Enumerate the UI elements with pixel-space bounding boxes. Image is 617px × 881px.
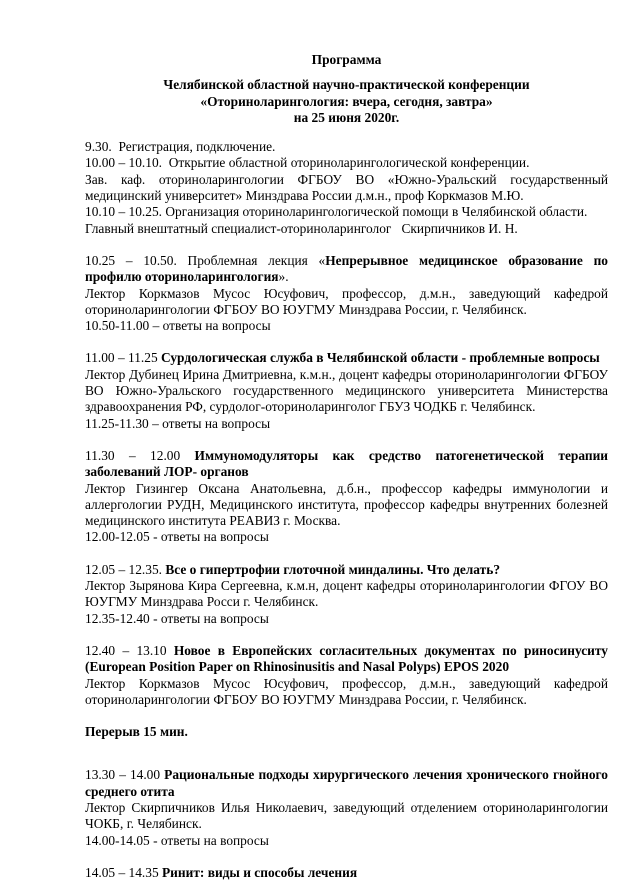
- topic-line-emphasis: Все о гипертрофии глоточной миндалины. Что делать?: [165, 561, 501, 577]
- topic-line: [85, 350, 608, 366]
- topic-line: [85, 767, 612, 800]
- registration-line-text: 9.30. Регистрация, подключение.: [85, 139, 276, 155]
- opening-line-text: 10.00 – 10.10. Открытие областной оториноларингологической конференции.: [85, 155, 530, 171]
- topic-line-text: 13.30 – 14.00: [85, 767, 165, 783]
- qa-line-text: 11.25-11.30 – ответы на вопросы: [85, 415, 271, 431]
- lecture-adenoid-hypertrophy: [85, 561, 612, 627]
- lecturer-line-text: Лектор Дубинец Ирина Дмитриевна, к.м.н., доцент кафедры оториноларингологии ФГБОУ ВО Южно-Уральского государственного медицинского университета Министерства здравоохранения РФ, сурдолог-оториноларинголог ГБУЗ ЧОДКБ г. Челябинск.: [85, 366, 612, 415]
- qa-line: [85, 833, 608, 849]
- program-schedule: [85, 139, 612, 881]
- topic-line-text: 11.00 – 11.25: [85, 350, 162, 366]
- org-report-line-text: 10.10 – 10.25. Организация оториноларингологической помощи в Челябинской области.: [85, 204, 588, 220]
- registration-line: [85, 139, 608, 155]
- topic-line-text: 12.05 – 12.35.: [85, 561, 166, 577]
- topic-line: [85, 865, 608, 881]
- opening-line: [85, 155, 608, 171]
- lecture-epos-2020: [85, 642, 612, 708]
- document-header: [85, 52, 608, 126]
- topic-line-emphasis: Иммуномодуляторы как средство патогенетической терапии заболеваний ЛОР- органов: [85, 447, 612, 480]
- lecturer-line-text: Лектор Коркмазов Мусос Юсуфович, профессор, д.м.н., заведующий кафедрой оториноларингологии ФГБОУ ВО ЮУГМУ Минздрава России, г. Челябинск.: [85, 675, 612, 707]
- topic-line: [85, 562, 608, 578]
- opening-chair-line: [85, 171, 612, 205]
- topic-line-text: 12.40 – 13.10: [85, 642, 174, 658]
- break-line: [85, 724, 608, 740]
- topic-line-emphasis: Непрерывное медицинское образование по профилю оториноларингология: [85, 252, 612, 285]
- break: [85, 724, 608, 740]
- topic-line-emphasis: Сурдологическая служба в Челябинской области - проблемные вопросы: [161, 350, 600, 366]
- conference-date: на 25 июня 2020г.: [293, 109, 400, 125]
- opening-chair-line-text: Зав. каф. оториноларингологии ФГБОУ ВО «Южно-Уральский государственный медицинский университет» Минздрава России д.м.н., проф Коркмазов М.Ю.: [85, 171, 612, 204]
- lecture-continuing-education: [85, 252, 612, 334]
- qa-line: [85, 611, 608, 627]
- lecturer-line: [85, 799, 612, 833]
- topic-line-text: 14.05 – 14.35: [85, 864, 162, 880]
- topic-line-text: 11.30 – 12.00: [85, 447, 195, 463]
- qa-line-text: 12.00-12.05 - ответы на вопросы: [85, 529, 269, 545]
- org-speaker-line: [85, 221, 608, 237]
- topic-line: [85, 642, 612, 676]
- lecturer-line-text: Лектор Гизингер Оксана Анатольевна, д.б.н., профессор кафедры иммунологии и аллергологии РУДН, Медицинского института, профессор кафедры внутренних болезней медицинского института РЕАВИЗ г. Москва.: [85, 480, 612, 529]
- qa-line-text: 12.35-12.40 - ответы на вопросы: [85, 610, 269, 626]
- lecture-immunomodulators: [85, 447, 612, 546]
- break-line-emphasis: Перерыв 15 мин.: [85, 724, 188, 740]
- topic-line-text: ».: [278, 269, 289, 285]
- topic-line: [85, 447, 612, 481]
- lecture-rhinitis: [85, 865, 608, 881]
- conference-name: Челябинской областной научно-практической конференции: [163, 77, 530, 93]
- opening: [85, 139, 612, 237]
- lecturer-line: [85, 285, 612, 319]
- qa-line-text: 14.00-14.05 - ответы на вопросы: [85, 832, 269, 848]
- lecturer-line: [85, 366, 612, 416]
- lecturer-line: [85, 480, 612, 530]
- qa-line-text: 10.50-11.00 – ответы на вопросы: [85, 318, 271, 334]
- org-speaker-line-text: Главный внештатный специалист-оториноларинголог Скирпичников И. Н.: [85, 220, 518, 236]
- document-title: Программа: [311, 52, 382, 67]
- conference-theme: «Оториноларингология: вчера, сегодня, завтра»: [200, 93, 493, 109]
- lecturer-line: [85, 578, 612, 611]
- qa-line: [85, 416, 608, 432]
- topic-line-text: 10.25 – 10.50. Проблемная лекция «: [85, 252, 326, 268]
- qa-line: [85, 529, 608, 545]
- lecturer-line: [85, 675, 612, 709]
- lecture-chronic-otitis-surgery: [85, 767, 612, 848]
- lecturer-line-text: Лектор Коркмазов Мусос Юсуфович, профессор, д.м.н., заведующий кафедрой оториноларингологии ФГБОУ ВО ЮУГМУ Минздрава России, г. Челябинск.: [85, 285, 612, 317]
- lecture-audiology-service: [85, 350, 612, 431]
- lecturer-line-text: Лектор Скирпичников Илья Николаевич, заведующий отделением оториноларингологии ЧОКБ, г. Челябинск.: [85, 799, 612, 832]
- qa-line: [85, 318, 608, 334]
- lecturer-line-text: Лектор Зырянова Кира Сергеевна, к.м.н, доцент кафедры оториноларингологии ФГОУ ВО ЮУГМУ Минздрава Росси г. Челябинск.: [85, 578, 612, 610]
- org-report-line: [85, 204, 608, 220]
- topic-line: [85, 252, 612, 286]
- topic-line-emphasis: Рациональные подходы хирургического лечения хронического гнойного среднего отита: [85, 767, 612, 799]
- topic-line-emphasis: Новое в Европейских согласительных документах по риносинуситу (European Position Paper on Rhinosinusitis and Nasal Polyps) EPOS 2020: [85, 642, 612, 675]
- topic-line-emphasis: Ринит: виды и способы лечения: [162, 864, 358, 880]
